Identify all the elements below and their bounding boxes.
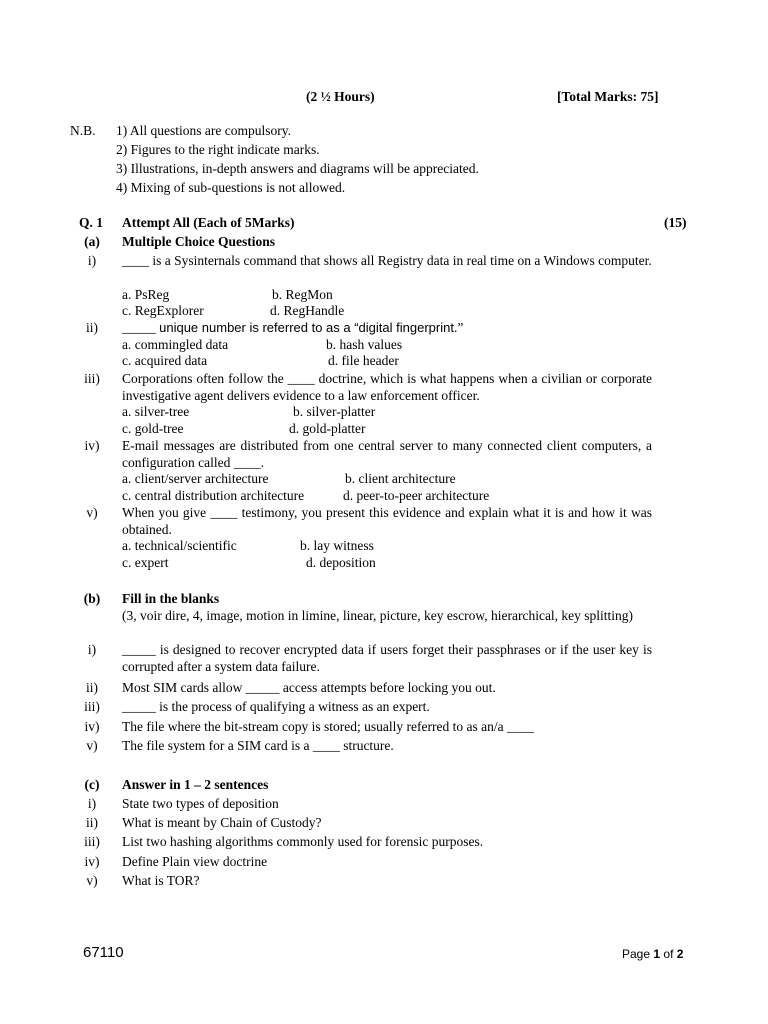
- section-title: Answer in 1 – 2 sentences: [122, 777, 269, 792]
- option: c. gold-tree: [122, 421, 184, 436]
- item-number: iii): [84, 834, 100, 849]
- item-number: iv): [84, 719, 100, 734]
- option: a. client/server architecture: [122, 471, 269, 486]
- options-row: [122, 420, 365, 437]
- question-text: _____ is the process of qualifying a witness as an expert.: [122, 699, 430, 714]
- item-number: iv): [84, 854, 100, 869]
- option: a. commingled data: [122, 337, 229, 352]
- option: a. silver-tree: [122, 404, 190, 419]
- nb-item: 2) Figures to the right indicate marks.: [116, 142, 320, 157]
- options-row: [122, 554, 376, 571]
- question-number: Q. 1: [79, 215, 104, 230]
- question-text: List two hashing algorithms commonly used for forensic purposes.: [122, 834, 484, 849]
- item-number: iii): [84, 699, 100, 714]
- current-page: 1: [653, 947, 661, 961]
- question-text: [122, 319, 463, 336]
- section-title: Fill in the blanks: [122, 591, 220, 606]
- question-text: Corporations often follow the ____ doctrine, which is what happens when a civilian or corporate investigative agent delivers evidence to a law enforcement officer.: [122, 371, 652, 403]
- question-text-part: .”: [453, 320, 464, 335]
- option: c. RegExplorer: [122, 303, 204, 318]
- exam-duration: (2 ½ Hours): [306, 89, 375, 104]
- question-text: The file system for a SIM card is a ____ structure.: [122, 738, 394, 753]
- item-number: v): [86, 738, 98, 753]
- options-row: [122, 302, 344, 319]
- question-text: State two types of deposition: [122, 796, 279, 811]
- option: c. central distribution architecture: [122, 488, 305, 503]
- item-number: i): [87, 796, 97, 811]
- options-row: [122, 537, 374, 554]
- item-number: i): [87, 253, 97, 268]
- option: b. hash values: [326, 337, 403, 352]
- section-label: (a): [84, 234, 100, 249]
- question-text-part: _____: [122, 320, 160, 335]
- option: b. lay witness: [300, 538, 374, 553]
- item-number: iii): [84, 371, 100, 386]
- options-row: [122, 487, 489, 504]
- page-word: Page: [622, 947, 651, 961]
- nb-label: N.B.: [70, 123, 96, 138]
- question-text: E-mail messages are distributed from one central server to many connected client computers, a configuration called ____.: [122, 438, 652, 470]
- question-text: Most SIM cards allow _____ access attempts before locking you out.: [122, 680, 496, 695]
- option: b. client architecture: [345, 471, 456, 486]
- paper-code: 67110: [83, 944, 124, 961]
- option: d. peer-to-peer architecture: [343, 488, 490, 503]
- item-number: v): [86, 873, 98, 888]
- question-text: Define Plain view doctrine: [122, 854, 268, 869]
- nb-item: 1) All questions are compulsory.: [116, 123, 291, 138]
- option: d. gold-platter: [289, 421, 366, 436]
- item-number: v): [86, 505, 98, 520]
- question-text: What is TOR?: [122, 873, 200, 888]
- nb-item: 3) Illustrations, in-depth answers and diagrams will be appreciated.: [116, 161, 479, 176]
- section-label: (b): [83, 591, 101, 606]
- question-text: ____ is a Sysinternals command that shows all Registry data in real time on a Windows computer.: [122, 253, 652, 268]
- option: c. expert: [122, 555, 169, 570]
- options-row: [122, 470, 456, 487]
- option: b. RegMon: [272, 287, 333, 302]
- total-marks: [Total Marks: 75]: [557, 89, 659, 104]
- word-bank: (3, voir dire, 4, image, motion in limine, linear, picture, key escrow, hierarchical, key splitting): [122, 608, 634, 623]
- section-label: (c): [84, 777, 100, 792]
- option: a. PsReg: [122, 287, 170, 302]
- section-title: Multiple Choice Questions: [122, 234, 276, 249]
- option: d. RegHandle: [270, 303, 345, 318]
- question-text: When you give ____ testimony, you present this evidence and explain what it is and how it was obtained.: [122, 505, 652, 537]
- options-row: [122, 336, 402, 353]
- question-text-part: unique number is referred to as a “digital fingerprint: [159, 320, 454, 335]
- options-row: [122, 286, 333, 303]
- nb-item: 4) Mixing of sub-questions is not allowed.: [116, 180, 346, 195]
- option: d. file header: [328, 353, 399, 368]
- page-number: [622, 946, 683, 963]
- question-text: What is meant by Chain of Custody?: [122, 815, 322, 830]
- question-marks: (15): [664, 215, 687, 230]
- item-number: ii): [86, 815, 98, 830]
- question-text: The file where the bit-stream copy is stored; usually referred to as an/a ____: [122, 719, 534, 734]
- total-pages: 2: [676, 947, 684, 961]
- option: c. acquired data: [122, 353, 208, 368]
- option: b. silver-platter: [293, 404, 376, 419]
- option: d. deposition: [306, 555, 376, 570]
- item-number: i): [87, 642, 97, 657]
- of-word: of: [663, 947, 674, 961]
- item-number: ii): [86, 320, 98, 335]
- option: a. technical/scientific: [122, 538, 237, 553]
- question-text: _____ is designed to recover encrypted data if users forget their passphrases or if the user key is corrupted after a system data failure.: [122, 642, 652, 674]
- item-number: ii): [86, 680, 98, 695]
- question-title: Attempt All (Each of 5Marks): [122, 215, 295, 230]
- item-number: iv): [84, 438, 100, 453]
- options-row: [122, 403, 375, 420]
- options-row: [122, 352, 399, 369]
